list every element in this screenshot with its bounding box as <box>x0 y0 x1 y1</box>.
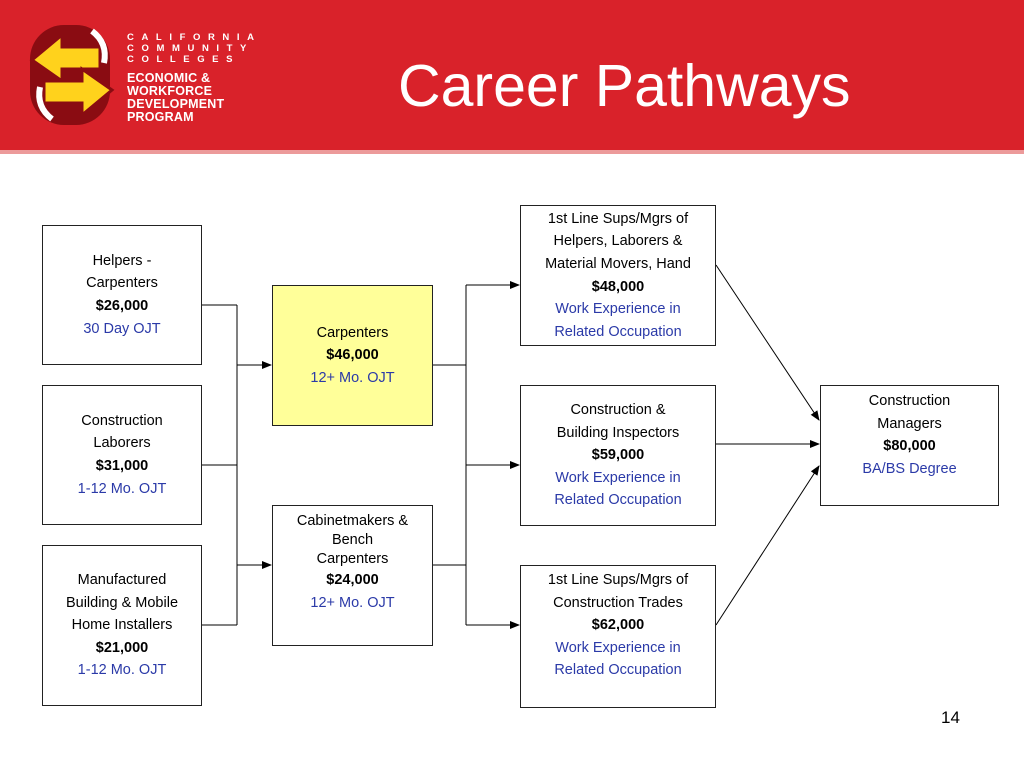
logo-text-california: CALIFORNIA <box>127 32 262 43</box>
box-sups-helpers-laborers <box>520 205 716 346</box>
box-title-line: Building Inspectors <box>556 424 680 441</box>
box-salary: $46,000 <box>326 347 379 364</box>
box-title-line: Construction <box>81 412 163 429</box>
box-title-line: Building & Mobile <box>65 594 179 611</box>
box-title-line: Laborers <box>93 435 151 452</box>
box-cabinetmakers <box>272 505 433 646</box>
box-construction-laborers <box>42 385 202 525</box>
box-training: Work Experience in <box>555 469 681 486</box>
page-title: Career Pathways <box>398 53 851 119</box>
box-construction-managers <box>820 385 999 506</box>
box-training: 1-12 Mo. OJT <box>77 662 167 679</box>
box-salary: $62,000 <box>591 617 645 634</box>
box-training: Work Experience in <box>555 301 681 318</box>
box-training: Work Experience in <box>555 639 681 656</box>
box-title-line: Material Movers, Hand <box>545 255 691 272</box>
box-title-line: 1st Line Sups/Mgrs of <box>547 210 689 227</box>
box-title-line: Bench <box>331 532 374 548</box>
box-sups-construction-trades <box>520 565 716 708</box>
logo-text-development: DEVELOPMENT <box>127 97 225 111</box>
arrow-sups-trades-to-managers <box>716 466 819 625</box>
box-training: 1-12 Mo. OJT <box>77 480 167 497</box>
box-salary: $59,000 <box>591 447 645 464</box>
box-carpenters <box>272 285 433 426</box>
box-title-line: Construction <box>868 393 951 409</box>
logo-text-workforce: WORKFORCE <box>127 84 213 98</box>
logo-text-program: PROGRAM <box>127 110 194 124</box>
box-helpers-carpenters <box>42 225 202 365</box>
box-title-line: 1st Line Sups/Mgrs of <box>547 572 689 588</box>
box-training: BA/BS Degree <box>862 460 957 477</box>
box-salary: $48,000 <box>591 278 645 295</box>
box-title-line: Manufactured <box>77 572 167 589</box>
box-training: 12+ Mo. OJT <box>310 594 395 611</box>
logo-text-economic: ECONOMIC & <box>127 71 211 85</box>
box-title-line: Construction Trades <box>553 594 683 611</box>
box-building-inspectors <box>520 385 716 526</box>
box-title-line: Managers <box>877 415 942 432</box>
box-home-installers <box>42 545 202 706</box>
box-title-line: Helpers - <box>92 252 152 269</box>
box-title-line: Cabinetmakers & <box>296 513 409 529</box>
box-title-line: Construction & <box>570 402 666 419</box>
box-training: 30 Day OJT <box>83 320 161 337</box>
box-title-line: Carpenters <box>316 324 389 341</box>
box-salary: $21,000 <box>95 639 149 656</box>
logo-text-colleges: COLLEGES <box>127 54 241 65</box>
box-training: Related Occupation <box>554 492 682 509</box>
box-salary: $31,000 <box>95 458 149 474</box>
box-training: Related Occupation <box>554 662 682 679</box>
box-training: 12+ Mo. OJT <box>310 369 395 386</box>
box-title-line: Carpenters <box>316 551 389 567</box>
box-salary: $26,000 <box>95 298 149 314</box>
box-salary: $80,000 <box>883 438 936 455</box>
page-number: 14 <box>941 708 960 727</box>
box-salary: $24,000 <box>326 572 379 588</box>
box-training: Related Occupation <box>554 323 682 340</box>
box-title-line: Carpenters <box>86 275 158 292</box>
box-title-line: Helpers, Laborers & <box>553 233 683 250</box>
box-title-line: Home Installers <box>71 617 173 634</box>
arrow-sups-helpers-to-managers <box>716 265 819 420</box>
logo-text-community: COMMUNITY <box>127 43 254 54</box>
